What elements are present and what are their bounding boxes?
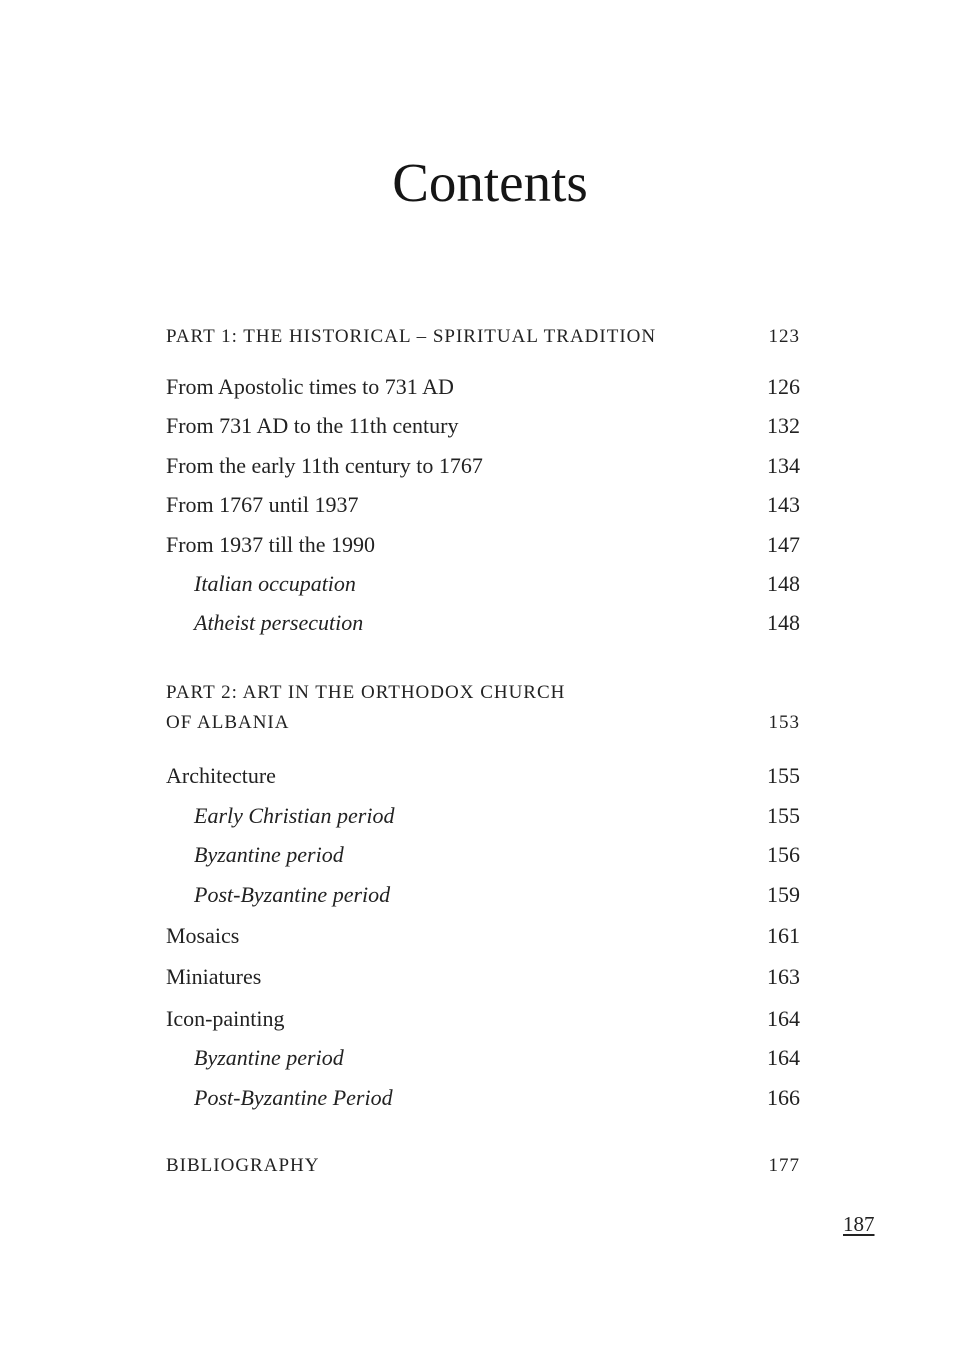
toc-page-number: 159 [767,882,800,907]
toc-page-number: 134 [767,453,800,478]
toc-page-number: 164 [767,1006,800,1031]
toc-label: Atheist persecution [194,610,364,635]
toc-page-number: 164 [767,1045,800,1070]
toc-page-number: 155 [767,803,800,828]
toc-page-number: 156 [767,842,800,867]
toc-page-number: 163 [767,964,800,989]
toc-label: Miniatures [166,964,262,989]
toc-page-number: 155 [767,763,800,788]
toc-label: Italian occupation [194,571,356,596]
toc-label: From 731 AD to the 11th century [166,413,459,438]
page-folio-number: 187 [843,1212,875,1236]
toc-label: From Apostolic times to 731 AD [166,374,454,399]
toc-page-number: 143 [767,492,800,517]
toc-page-number: 148 [767,610,800,635]
toc-page-number: 177 [768,1155,800,1176]
toc-label: OF ALBANIA [166,712,290,733]
toc-label: Early Christian period [194,803,395,828]
toc-label: Post-Byzantine Period [194,1085,393,1110]
toc-label: Icon-painting [166,1006,285,1031]
toc-label: BIBLIOGRAPHY [166,1155,320,1176]
toc-page-number: 148 [767,571,800,596]
toc-label: PART 1: THE HISTORICAL – SPIRITUAL TRADITION [166,326,657,347]
toc-page-number: 147 [767,532,800,557]
toc-label: Byzantine period [194,842,344,867]
toc-label: Mosaics [166,923,240,948]
toc-label: PART 2: ART IN THE ORTHODOX CHURCH [166,682,566,703]
toc-page-number: 132 [767,413,800,438]
toc-label: Byzantine period [194,1045,344,1070]
toc-page-number: 123 [768,326,800,347]
toc-page-number: 166 [767,1085,800,1110]
toc-label: Architecture [166,763,276,788]
page-title: Contents [392,152,588,213]
toc-label: From the early 11th century to 1767 [166,453,483,478]
toc-label: From 1937 till the 1990 [166,532,375,557]
toc-page-number: 161 [767,923,800,948]
toc-label: From 1767 until 1937 [166,492,359,517]
toc-label: Post-Byzantine period [194,882,391,907]
toc-page-number: 153 [768,712,800,733]
toc-page-number: 126 [767,374,800,399]
